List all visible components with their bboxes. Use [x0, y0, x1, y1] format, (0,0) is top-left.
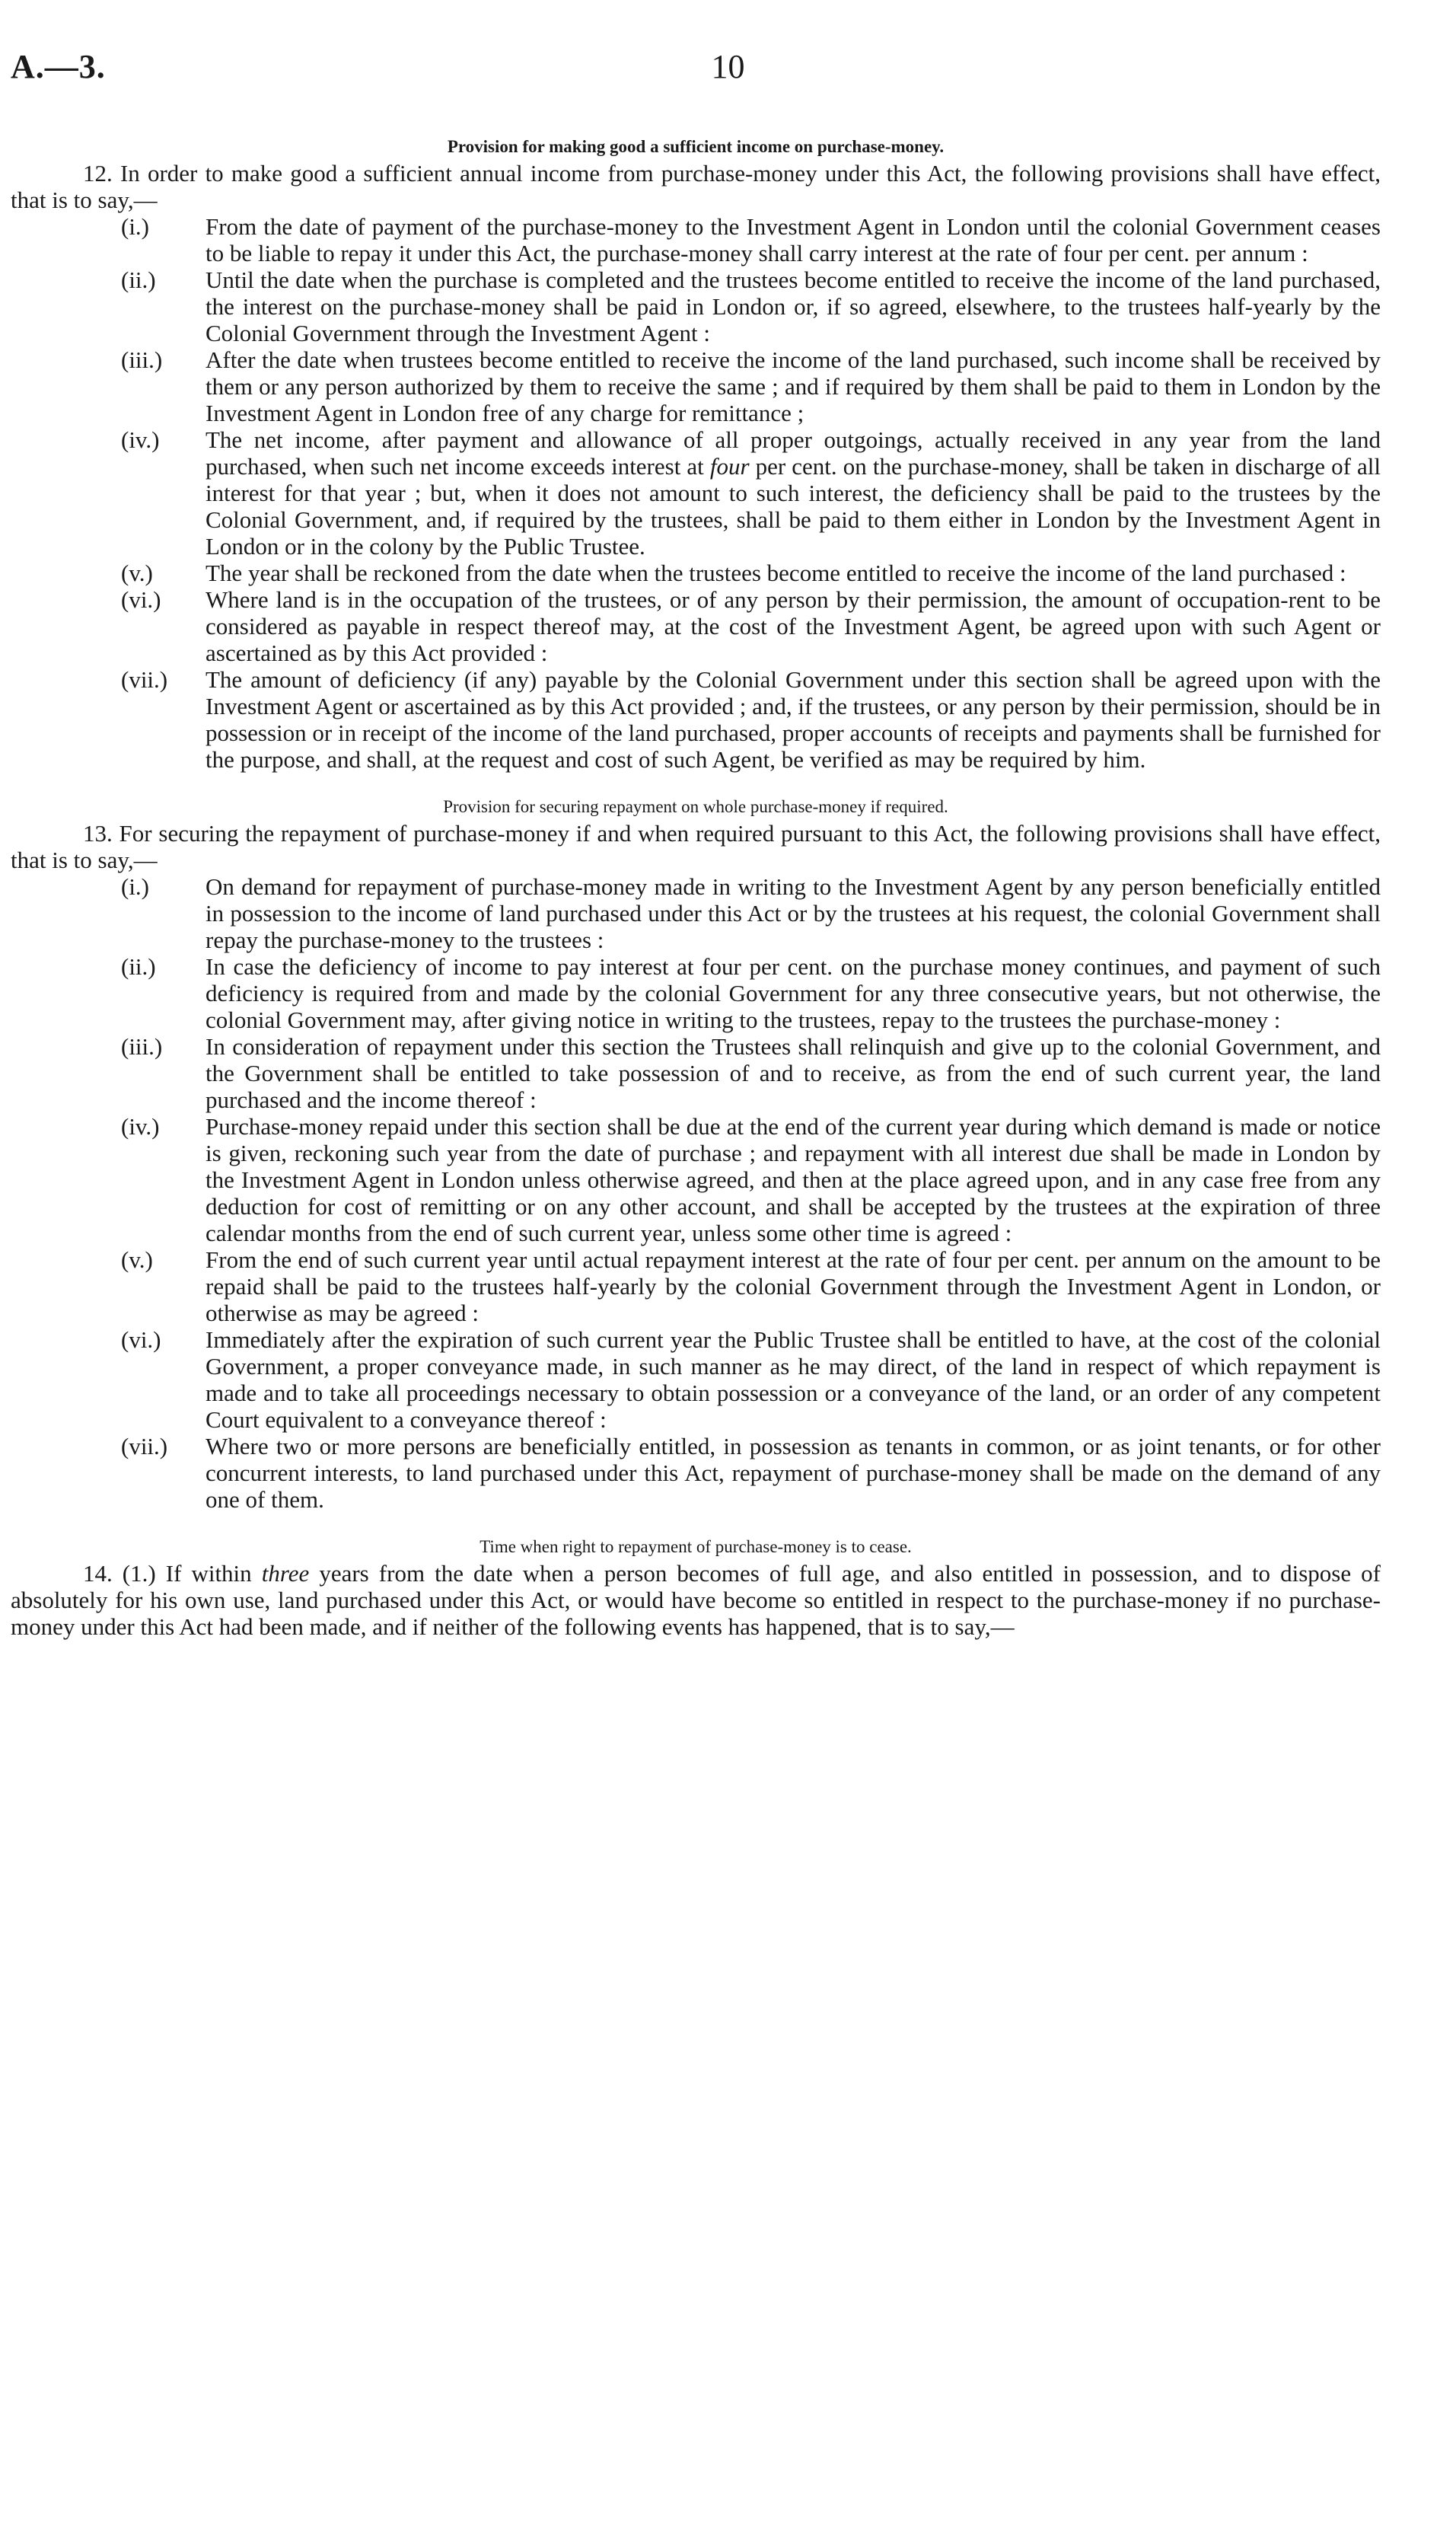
section-intro: 13. For securing the repayment of purchase-money if and when required pursuant to this Act, the following provisions shall have effect, that is to say,— [11, 820, 1381, 873]
page-number: 10 [711, 48, 745, 85]
item-number: (ii.) [121, 953, 156, 980]
intro-text-part: years from the date when a person becomes of full age, and also entitled in possession, and to dispose of absolutely for his own use, land purchased under this Act, or would have become so entitled in respect to the purchase-money if no purchase-money under this Act had been made, and if neither of the following events has happened, that is to say,— [11, 1560, 1381, 1640]
provision-item [11, 1033, 1381, 1113]
section-14 [11, 1536, 1381, 1640]
item-text: From the date of payment of the purchase-money to the Investment Agent in London until the colonial Government ceases to be liable to repay it under this Act, the purchase-money shall carry interest at the rate of four per cent. per annum : [205, 213, 1381, 266]
item-text: The amount of deficiency (if any) payable by the Colonial Government under this section shall be agreed upon with the Investment Agent or ascertained as by this Act provided ; and, if the trustees, or any person by their permission, should be in possession or in receipt of the income of the land purchased, proper accounts of receipts and payments shall be furnished for the purpose, and shall, at the request and cost of such Agent, be verified as may be required by him. [205, 666, 1381, 773]
provision-item [11, 1113, 1381, 1246]
item-number: (vii.) [121, 1433, 168, 1459]
item-number: (v.) [121, 560, 153, 586]
provision-item [11, 586, 1381, 666]
item-number: (i.) [121, 213, 150, 240]
item-text: Until the date when the purchase is completed and the trustees become entitled to receive the income of the land purchased, the interest on the purchase-money shall be paid in London or, if so agreed, elsewhere, to the trustees half-yearly by the Colonial Government through the Investment Agent : [205, 266, 1381, 346]
section-12 [11, 136, 1381, 773]
section-intro: 12. In order to make good a sufficient annual income from purchase-money under this Act, the following provisions shall have effect, that is to say,— [11, 160, 1381, 213]
page-header [0, 47, 1456, 93]
item-number: (iii.) [121, 1033, 163, 1060]
intro-text-part: 14. (1.) If within [83, 1560, 262, 1587]
item-text-emphasis: four [709, 453, 750, 480]
section-13 [11, 796, 1381, 1513]
item-number: (ii.) [121, 266, 156, 293]
item-number: (iii.) [121, 346, 163, 373]
item-text: After the date when trustees become entitled to receive the income of the land purchased, such income shall be received by them or any person authorized by them to receive the same ; and if required by them shall be paid to them in London by the Investment Agent in London free of any charge for remittance ; [205, 346, 1381, 426]
document-code: A.—3. [11, 48, 106, 85]
section-heading: Provision for making good a sufficient income on purchase-money. [447, 137, 945, 156]
intro-text-emphasis: three [261, 1560, 310, 1587]
provision-item [11, 426, 1381, 560]
provision-item [11, 1326, 1381, 1433]
item-text: From the end of such current year until actual repayment interest at the rate of four per cent. per annum on the amount to be repaid shall be paid to the trustees half-yearly by the colonial Government through the Investment Agent in London, or otherwise as may be agreed : [205, 1246, 1381, 1326]
document-body [11, 136, 1381, 1663]
item-text: Where two or more persons are beneficially entitled, in possession as tenants in common, or as joint tenants, or for other concurrent interests, to land purchased under this Act, repayment of purchase-money shall be made on the demand of any one of them. [205, 1433, 1381, 1513]
item-text: In case the deficiency of income to pay interest at four per cent. on the purchase money continues, and payment of such deficiency is required from and made by the colonial Government for any three consecutive years, but not otherwise, the colonial Government may, after giving notice in writing to the trustees, repay to the trustees the purchase-money : [205, 953, 1381, 1033]
section-intro [11, 1560, 1381, 1640]
provision-list [11, 873, 1381, 1513]
item-number: (iv.) [121, 426, 160, 453]
provision-item [11, 666, 1381, 773]
item-number: (vi.) [121, 586, 161, 613]
item-text: On demand for repayment of purchase-money made in writing to the Investment Agent by any person beneficially entitled in possession to the income of land purchased under this Act or by the trustees at his request, the colonial Government shall repay the purchase-money to the trustees : [205, 873, 1381, 953]
provision-item [11, 953, 1381, 1033]
provision-item [11, 873, 1381, 953]
provision-item [11, 213, 1381, 266]
provision-list [11, 213, 1381, 773]
provision-item [11, 1433, 1381, 1513]
item-text: In consideration of repayment under this section the Trustees shall relinquish and give up to the colonial Government, and the Government shall be entitled to take possession of and to receive, as from the end of such current year, the land purchased and the income thereof : [205, 1033, 1381, 1113]
item-text [205, 426, 1381, 560]
item-text-part: per cent. on the purchase-money, shall be taken in discharge of all interest for that year ; but, when it does not amount to such interest, the deficiency shall be paid to the trustees by the Colonial Government, and, if required by the trustees, shall be paid to them either in London by the Investment Agent in London or in the colony by the Public Trustee. [205, 453, 1381, 560]
provision-item [11, 346, 1381, 426]
provision-item [11, 266, 1381, 346]
item-text: The year shall be reckoned from the date when the trustees become entitled to receive the income of the land purchased : [205, 560, 1346, 586]
item-number: (vi.) [121, 1326, 161, 1353]
item-number: (i.) [121, 873, 150, 900]
item-number: (vii.) [121, 666, 168, 693]
section-heading: Provision for securing repayment on whole purchase-money if required. [443, 797, 948, 816]
item-text: Immediately after the expiration of such current year the Public Trustee shall be entitled to have, at the cost of the colonial Government, a proper conveyance made, in such manner as he may direct, of the land in respect of which repayment is made and to take all proceedings necessary to obtain possession or a conveyance of the land, or an order of any competent Court equivalent to a conveyance thereof : [205, 1326, 1381, 1433]
item-text-part: The net income, after payment and allowance of all proper outgoings, actually received in any year from the land purchased, when such net income exceeds interest at [205, 426, 1381, 480]
item-text: Purchase-money repaid under this section shall be due at the end of the current year during which demand is made or notice is given, reckoning such year from the date of purchase ; and repayment with all interest due shall be made in London by the Investment Agent in London unless otherwise agreed, and then at the place agreed upon, and in any case free from any deduction for cost of remitting or on any other account, and shall be accepted by the trustees at the expiration of three calendar months from the end of such current year, unless some other time is agreed : [205, 1113, 1381, 1246]
provision-item [11, 1246, 1381, 1326]
item-number: (iv.) [121, 1113, 160, 1140]
provision-item [11, 560, 1381, 586]
item-text: Where land is in the occupation of the trustees, or of any person by their permission, the amount of occupation-rent to be considered as payable in respect thereof may, at the cost of the Investment Agent, be agreed upon with such Agent or ascertained as by this Act provided : [205, 586, 1381, 666]
section-heading: Time when right to repayment of purchase-money is to cease. [479, 1537, 912, 1556]
item-number: (v.) [121, 1246, 153, 1273]
